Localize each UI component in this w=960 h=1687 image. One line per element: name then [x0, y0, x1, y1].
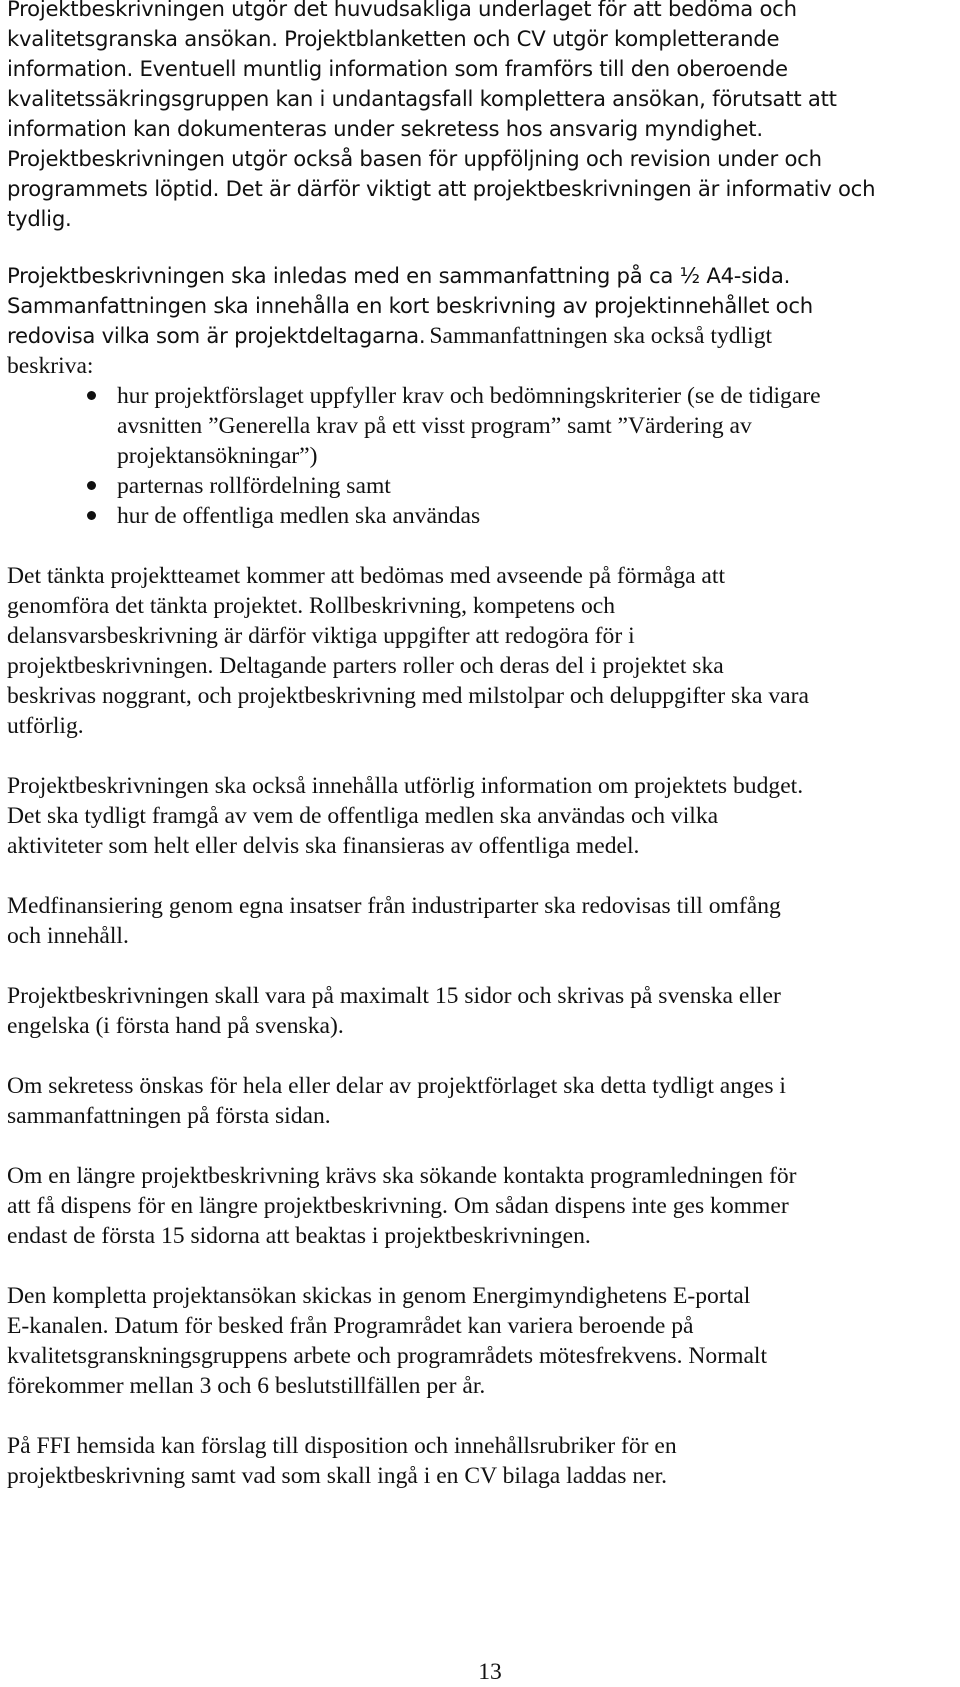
text-line: Projektbeskrivningen skall vara på maximalt 15 sidor och skrivas på svenska eller: [7, 983, 781, 1009]
text-line: information kan dokumenteras under sekretess hos ansvarig myndighet.: [7, 116, 763, 141]
text-line: endast de första 15 sidorna att beaktas i projektbeskrivningen.: [7, 1223, 591, 1249]
text-line: kvalitetssäkringsgruppen kan i undantagsfall komplettera ansökan, förutsatt att: [7, 86, 837, 111]
text-line: utförlig.: [7, 713, 84, 739]
text-line: Projektbeskrivningen utgör det huvudsakliga underlaget för att bedöma och: [7, 0, 797, 21]
text-line: tydlig.: [7, 206, 72, 231]
text-line: programmets löptid. Det är därför viktigt att projektbeskrivningen är informativ och: [7, 176, 876, 201]
list-item: parternas rollfördelning samt: [117, 473, 391, 499]
list-item-continuation: projektansökningar”): [117, 443, 318, 469]
text-line: Projektbeskrivningen utgör också basen för uppföljning och revision under och: [7, 146, 822, 171]
text-line: Medfinansiering genom egna insatser från industriparter ska redovisas till omfång: [7, 893, 781, 919]
text-line: Det tänkta projektteamet kommer att bedömas med avseende på förmåga att: [7, 563, 726, 589]
list-item: hur de offentliga medlen ska användas: [117, 503, 481, 529]
text-run: redovisa vilka som är projektdeltagarna.: [7, 323, 426, 348]
text-line: Om en längre projektbeskrivning krävs ska sökande kontakta programledningen för: [7, 1163, 797, 1189]
text-line: projektbeskrivningen. Deltagande parters roller och deras del i projektet ska: [7, 653, 724, 679]
text-line: På FFI hemsida kan förslag till disposition och innehållsrubriker för en: [7, 1433, 677, 1459]
text-line: Sammanfattningen ska innehålla en kort beskrivning av projektinnehållet och: [7, 293, 813, 318]
text-line: information. Eventuell muntlig information som framförs till den oberoende: [7, 56, 788, 81]
list-item: hur projektförslaget uppfyller krav och bedömningskriterier (se de tidigare: [117, 383, 821, 409]
page-number: 13: [478, 1659, 502, 1685]
list-item-continuation: avsnitten ”Generella krav på ett visst program” samt ”Värdering av: [117, 413, 752, 439]
text-line: Den kompletta projektansökan skickas in genom Energimyndighetens E-portal: [7, 1283, 751, 1309]
text-line: Om sekretess önskas för hela eller delar av projektförlaget ska detta tydligt anges i: [7, 1073, 786, 1099]
text-line: delansvarsbeskrivning är därför viktiga uppgifter att redogöra för i: [7, 623, 635, 649]
text-line: och innehåll.: [7, 923, 129, 949]
text-line: att få dispens för en längre projektbeskrivning. Om sådan dispens inte ges kommer: [7, 1193, 789, 1219]
text-line: sammanfattningen på första sidan.: [7, 1103, 331, 1129]
text-line: projektbeskrivning samt vad som skall ingå i en CV bilaga laddas ner.: [7, 1463, 668, 1489]
bullet-icon: [87, 391, 96, 400]
text-line: Det ska tydligt framgå av vem de offentliga medlen ska användas och vilka: [7, 803, 719, 829]
text-line: E-kanalen. Datum för besked från Programrådet kan variera beroende på: [7, 1313, 694, 1339]
text-line: genomföra det tänkta projektet. Rollbeskrivning, kompetens och: [7, 593, 616, 619]
text-line: engelska (i första hand på svenska).: [7, 1013, 344, 1039]
text-line: beskriva:: [7, 353, 94, 379]
text-line: aktiviteter som helt eller delvis ska finansieras av offentliga medel.: [7, 833, 640, 859]
text-line: förekommer mellan 3 och 6 beslutstillfällen per år.: [7, 1373, 486, 1399]
bullet-icon: [87, 511, 96, 520]
text-line-mixed: [7, 321, 772, 351]
text-run: Sammanfattningen ska också tydligt: [429, 323, 773, 349]
text-line: kvalitetsgranska ansökan. Projektblanketten och CV utgör kompletterande: [7, 26, 780, 51]
text-line: kvalitetsgranskningsgruppens arbete och programrådets mötesfrekvens. Normalt: [7, 1343, 768, 1369]
text-line: Projektbeskrivningen ska också innehålla utförlig information om projektets budget.: [7, 773, 804, 799]
bullet-icon: [87, 481, 96, 490]
text-line: Projektbeskrivningen ska inledas med en sammanfattning på ca ½ A4-sida.: [7, 263, 791, 288]
text-line: beskrivas noggrant, och projektbeskrivning med milstolpar och deluppgifter ska vara: [7, 683, 809, 709]
